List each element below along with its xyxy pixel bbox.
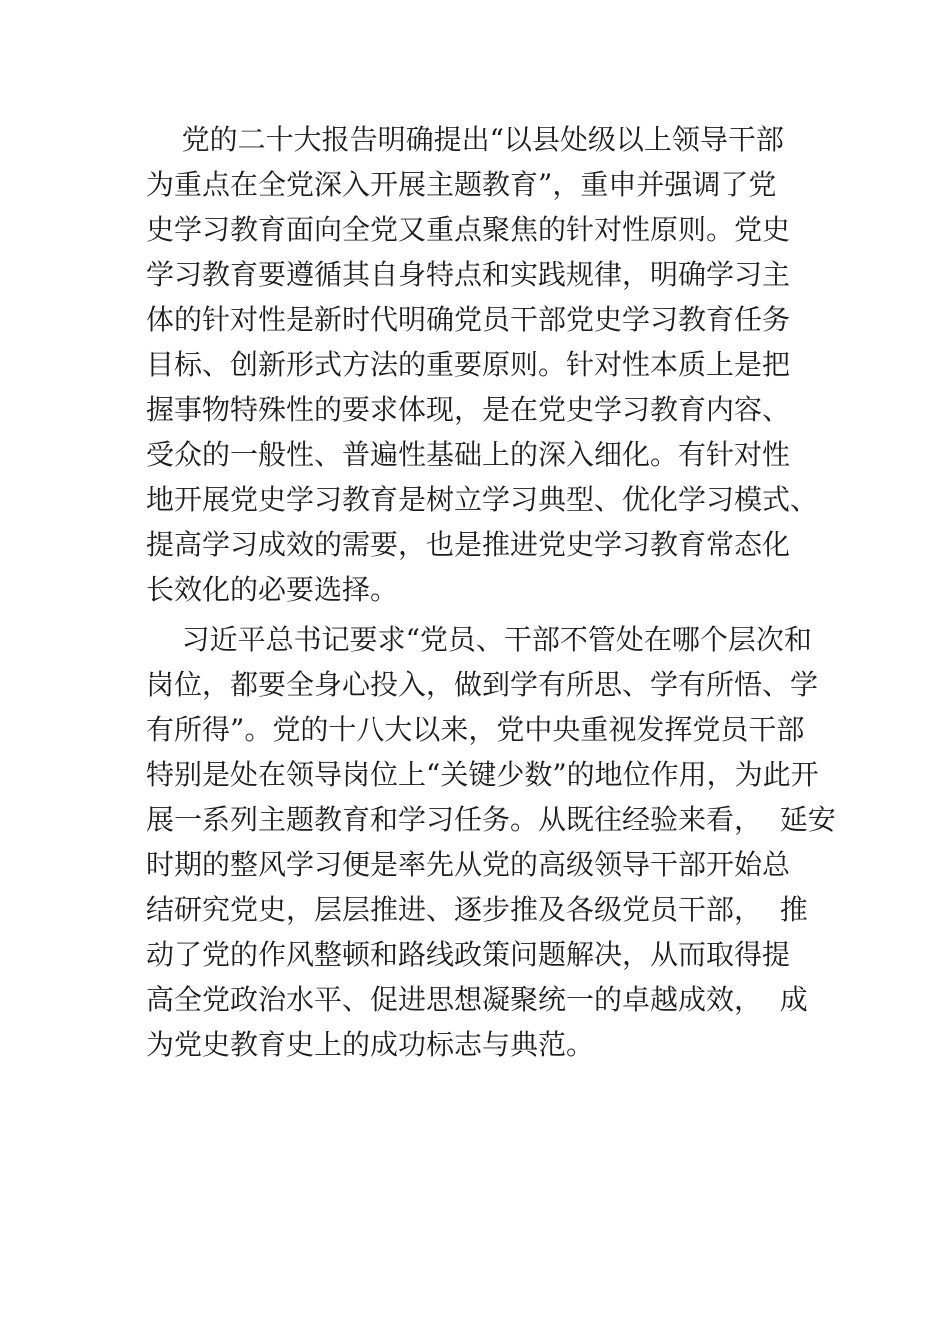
- text-line: 特别是处在领导岗位上“关键少数”的地位作用，为此开: [146, 758, 819, 791]
- text-line: 有所得”。党的十八大以来，党中央重视发挥党员干部: [146, 713, 805, 746]
- text-line: 为党史教育史上的成功标志与典范。: [146, 1028, 595, 1061]
- paragraph-1: [146, 117, 826, 612]
- text-line: 习近平总书记要求“党员、干部不管处在哪个层次和: [146, 623, 812, 656]
- text-line: 展一系列主题教育和学习任务。从既往经验来看， 延安: [146, 803, 836, 836]
- text-line: 高全党政治水平、促进思想凝聚统一的卓越成效， 成: [146, 983, 808, 1016]
- text-line: 动了党的作风整顿和路线政策问题解决，从而取得提: [146, 938, 791, 971]
- text-line: 体的针对性是新时代明确党员干部党史学习教育任务: [146, 303, 791, 336]
- text-line: 岗位，都要全身心投入，做到学有所思、学有所悟、学: [146, 668, 819, 701]
- text-line: 史学习教育面向全党又重点聚焦的针对性原则。党史: [146, 213, 791, 246]
- text-line: 长效化的必要选择。: [146, 573, 399, 606]
- paragraph-2: [146, 617, 836, 1067]
- text-line: 时期的整风学习便是率先从党的高级领导干部开始总: [146, 848, 791, 881]
- text-line: 提高学习成效的需要，也是推进党史学习教育常态化: [146, 528, 791, 561]
- text-line: 地开展党史学习教育是树立学习典型、优化学习模式、: [146, 483, 819, 516]
- text-line: 结研究党史，层层推进、逐步推及各级党员干部， 推: [146, 893, 808, 926]
- text-line: 学习教育要遵循其自身特点和实践规律，明确学习主: [146, 258, 791, 291]
- text-line: 党的二十大报告明确提出“以县处级以上领导干部: [146, 123, 784, 156]
- text-line: 为重点在全党深入开展主题教育”，重申并强调了党: [146, 168, 777, 201]
- text-line: 受众的一般性、普遍性基础上的深入细化。有针对性: [146, 438, 791, 471]
- text-line: 目标、创新形式方法的重要原则。针对性本质上是把: [146, 348, 791, 381]
- text-line: 握事物特殊性的要求体现，是在党史学习教育内容、: [146, 393, 791, 426]
